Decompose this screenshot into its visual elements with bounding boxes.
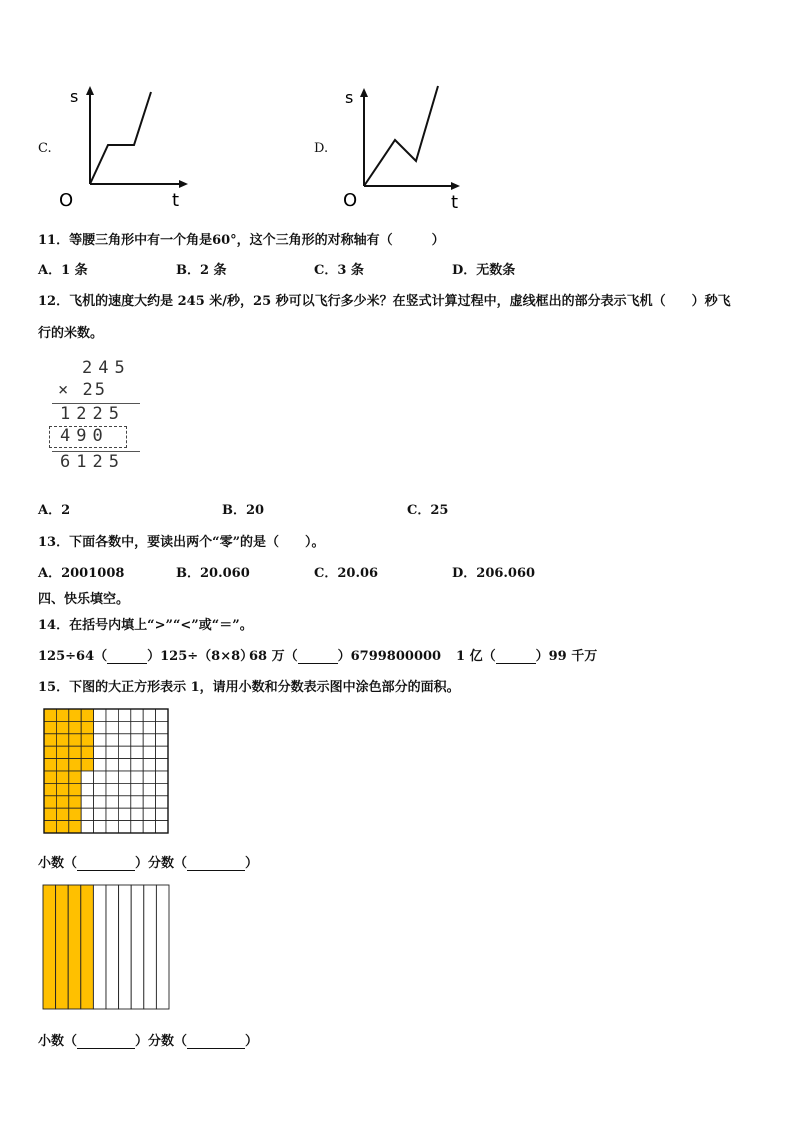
calc-product: 6125 <box>60 452 125 472</box>
shaded-cell <box>81 709 93 721</box>
grid-cell <box>94 808 106 820</box>
grid-cell <box>118 721 130 733</box>
grid-cell <box>106 759 118 771</box>
q13-option-a[interactable]: A．2001008 <box>38 566 125 581</box>
strip <box>119 885 132 1009</box>
q14-item-2-right: ）6799800000 <box>337 649 442 664</box>
graph-d <box>335 82 475 212</box>
grid-cell <box>143 709 155 721</box>
q11-text: 11．等腰三角形中有一个角是60°，这个三角形的对称轴有（ ） <box>38 233 445 248</box>
strip <box>93 885 106 1009</box>
grid-cell <box>156 759 168 771</box>
grid-cell <box>94 734 106 746</box>
shaded-cell <box>56 808 68 820</box>
grid-cell <box>81 821 93 833</box>
shaded-cell <box>69 709 81 721</box>
shaded-cell <box>56 796 68 808</box>
q14-item-3-left: 1 亿（ <box>456 649 496 664</box>
grid-cell <box>94 709 106 721</box>
strip <box>144 885 157 1009</box>
graph-c-t-label: t <box>172 190 180 211</box>
shaded-cell <box>44 808 56 820</box>
grid-cell <box>131 734 143 746</box>
grid-cell <box>156 783 168 795</box>
grid-cell <box>118 709 130 721</box>
q14-item-3-right: ）99 千万 <box>535 649 598 664</box>
fraction-label-1: ）分数（ <box>135 856 188 871</box>
grid-cell <box>156 709 168 721</box>
q14-blank-2[interactable] <box>298 663 338 664</box>
shaded-strip <box>68 885 81 1009</box>
fraction-blank-2[interactable] <box>187 1048 245 1049</box>
grid-cell <box>131 796 143 808</box>
q14-blank-1[interactable] <box>107 663 147 664</box>
option-d-label: D. <box>314 141 329 156</box>
q14-item-1 <box>38 645 253 664</box>
close-paren-1: ） <box>245 856 259 871</box>
grid-cell <box>131 783 143 795</box>
q14-item-3 <box>456 645 597 664</box>
grid-cell <box>106 771 118 783</box>
section-heading: 四、快乐填空。 <box>38 592 130 607</box>
shaded-cell <box>69 821 81 833</box>
grid-cell <box>94 746 106 758</box>
q14-text: 14．在括号内填上“>”“<”或“＝”。 <box>38 618 253 633</box>
grid-cell <box>118 771 130 783</box>
shaded-cell <box>81 721 93 733</box>
q11-option-c[interactable]: C．3 条 <box>314 263 364 278</box>
grid-cell <box>143 821 155 833</box>
shaded-cell <box>44 746 56 758</box>
grid-cell <box>143 721 155 733</box>
grid-cell <box>156 721 168 733</box>
q14-item-2 <box>249 645 441 664</box>
q15-answer-2 <box>38 1030 258 1049</box>
calc-partial-2: 490 <box>60 426 109 446</box>
shaded-cell <box>56 821 68 833</box>
grid-cell <box>143 796 155 808</box>
close-paren-2: ） <box>245 1034 259 1049</box>
grid-cell <box>131 821 143 833</box>
fraction-blank-1[interactable] <box>187 870 245 871</box>
calc-multiplier: × 25 <box>58 380 107 400</box>
grid-cell <box>156 771 168 783</box>
grid-cell <box>106 783 118 795</box>
decimal-blank-1[interactable] <box>77 870 135 871</box>
shaded-cell <box>81 746 93 758</box>
shaded-cell <box>69 721 81 733</box>
graph-c-s-label: s <box>70 87 79 106</box>
grid-cell <box>94 821 106 833</box>
shaded-strip <box>43 885 56 1009</box>
q14-item-1-left: 125÷64（ <box>38 649 108 664</box>
grid-cell <box>106 709 118 721</box>
q14-blank-3[interactable] <box>496 663 536 664</box>
q13-option-d[interactable]: D．206.060 <box>452 566 536 581</box>
grid-cell <box>131 721 143 733</box>
shaded-cell <box>44 759 56 771</box>
q11-option-a[interactable]: A．1 条 <box>38 263 88 278</box>
q13-option-b[interactable]: B．20.060 <box>176 566 250 581</box>
q14-item-1-right: ）125÷（8×8） <box>147 649 254 664</box>
shaded-cell <box>56 759 68 771</box>
grid-cell <box>106 821 118 833</box>
shaded-cell <box>56 721 68 733</box>
grid-cell <box>94 721 106 733</box>
q15-answer-1 <box>38 852 258 871</box>
grid-cell <box>143 746 155 758</box>
grid-cell <box>131 709 143 721</box>
vertical-calculation <box>46 356 156 476</box>
shaded-cell <box>69 734 81 746</box>
grid-cell <box>118 783 130 795</box>
grid-cell <box>143 783 155 795</box>
graph-d-origin: O <box>343 190 358 211</box>
q13-text: 13．下面各数中，要读出两个“零”的是（ ）。 <box>38 535 325 550</box>
shaded-cell <box>69 759 81 771</box>
grid-cell <box>106 808 118 820</box>
shaded-cell <box>44 721 56 733</box>
grid-cell <box>156 808 168 820</box>
shaded-strip <box>81 885 94 1009</box>
shaded-cell <box>56 709 68 721</box>
grid-cell <box>156 734 168 746</box>
strip <box>156 885 169 1009</box>
graph-c-origin: O <box>59 190 74 211</box>
grid-cell <box>106 721 118 733</box>
shaded-cell <box>44 783 56 795</box>
grid-cell <box>143 759 155 771</box>
decimal-blank-2[interactable] <box>77 1048 135 1049</box>
grid-cell <box>118 808 130 820</box>
grid-cell <box>118 821 130 833</box>
grid-cell <box>156 796 168 808</box>
option-c-label: C. <box>38 141 52 156</box>
shaded-cell <box>81 759 93 771</box>
grid-cell <box>81 783 93 795</box>
grid-cell <box>106 796 118 808</box>
strip <box>131 885 144 1009</box>
q15-text: 15．下图的大正方形表示 1，请用小数和分数表示图中涂色部分的面积。 <box>38 680 460 695</box>
calc-multiplicand: 245 <box>82 358 131 378</box>
decimal-label-1: 小数（ <box>38 856 78 871</box>
grid-cell <box>143 771 155 783</box>
grid-cell <box>131 808 143 820</box>
grid-cell <box>118 734 130 746</box>
grid-cell <box>94 796 106 808</box>
q11-option-d[interactable]: D．无数条 <box>452 263 516 278</box>
shaded-cell <box>69 746 81 758</box>
shaded-cell <box>81 734 93 746</box>
graph-d-t-label: t <box>451 192 459 212</box>
shaded-cell <box>69 808 81 820</box>
grid-cell <box>118 759 130 771</box>
q12-option-b[interactable]: B．20 <box>222 503 265 518</box>
decimal-label-2: 小数（ <box>38 1034 78 1049</box>
grid-cell <box>118 746 130 758</box>
grid-cell <box>106 734 118 746</box>
q12-text-line2: 行的米数。 <box>38 326 104 341</box>
shaded-strip <box>56 885 69 1009</box>
grid-cell <box>156 746 168 758</box>
shaded-cell <box>44 821 56 833</box>
q13-option-c[interactable]: C．20.06 <box>314 566 379 581</box>
shaded-cell <box>44 796 56 808</box>
shaded-cell <box>44 709 56 721</box>
shaded-cell <box>56 771 68 783</box>
grid-cell <box>156 821 168 833</box>
shaded-cell <box>44 771 56 783</box>
grid-cell <box>143 734 155 746</box>
grid-cell <box>118 796 130 808</box>
shaded-cell <box>69 783 81 795</box>
grid-cell <box>106 746 118 758</box>
grid-cell <box>81 771 93 783</box>
shaded-cell <box>69 771 81 783</box>
calc-partial-1: 1225 <box>60 404 125 424</box>
graph-c <box>56 82 196 212</box>
grid-cell <box>94 759 106 771</box>
grid-cell <box>94 771 106 783</box>
q11-option-b[interactable]: B．2 条 <box>176 263 227 278</box>
grid-cell <box>81 796 93 808</box>
ten-strip-square <box>42 884 174 1012</box>
grid-cell <box>131 759 143 771</box>
shaded-cell <box>69 796 81 808</box>
q12-text-line1: 12．飞机的速度大约是 245 米/秒，25 秒可以飞行多少米？在竖式计算过程中，虚线框出的部分表示飞机（ ）秒飞 <box>38 294 731 309</box>
grid-cell <box>143 808 155 820</box>
q12-option-a[interactable]: A．2 <box>38 503 71 518</box>
grid-cell <box>131 771 143 783</box>
shaded-cell <box>44 734 56 746</box>
graph-d-s-label: s <box>345 88 354 107</box>
strip <box>106 885 119 1009</box>
shaded-cell <box>56 746 68 758</box>
grid-cell <box>81 808 93 820</box>
shaded-cell <box>56 783 68 795</box>
fraction-label-2: ）分数（ <box>135 1034 188 1049</box>
hundred-grid <box>43 708 171 836</box>
grid-cell <box>131 746 143 758</box>
q12-option-c[interactable]: C．25 <box>407 503 449 518</box>
grid-cell <box>94 783 106 795</box>
q14-item-2-left: 68 万（ <box>249 649 298 664</box>
shaded-cell <box>56 734 68 746</box>
